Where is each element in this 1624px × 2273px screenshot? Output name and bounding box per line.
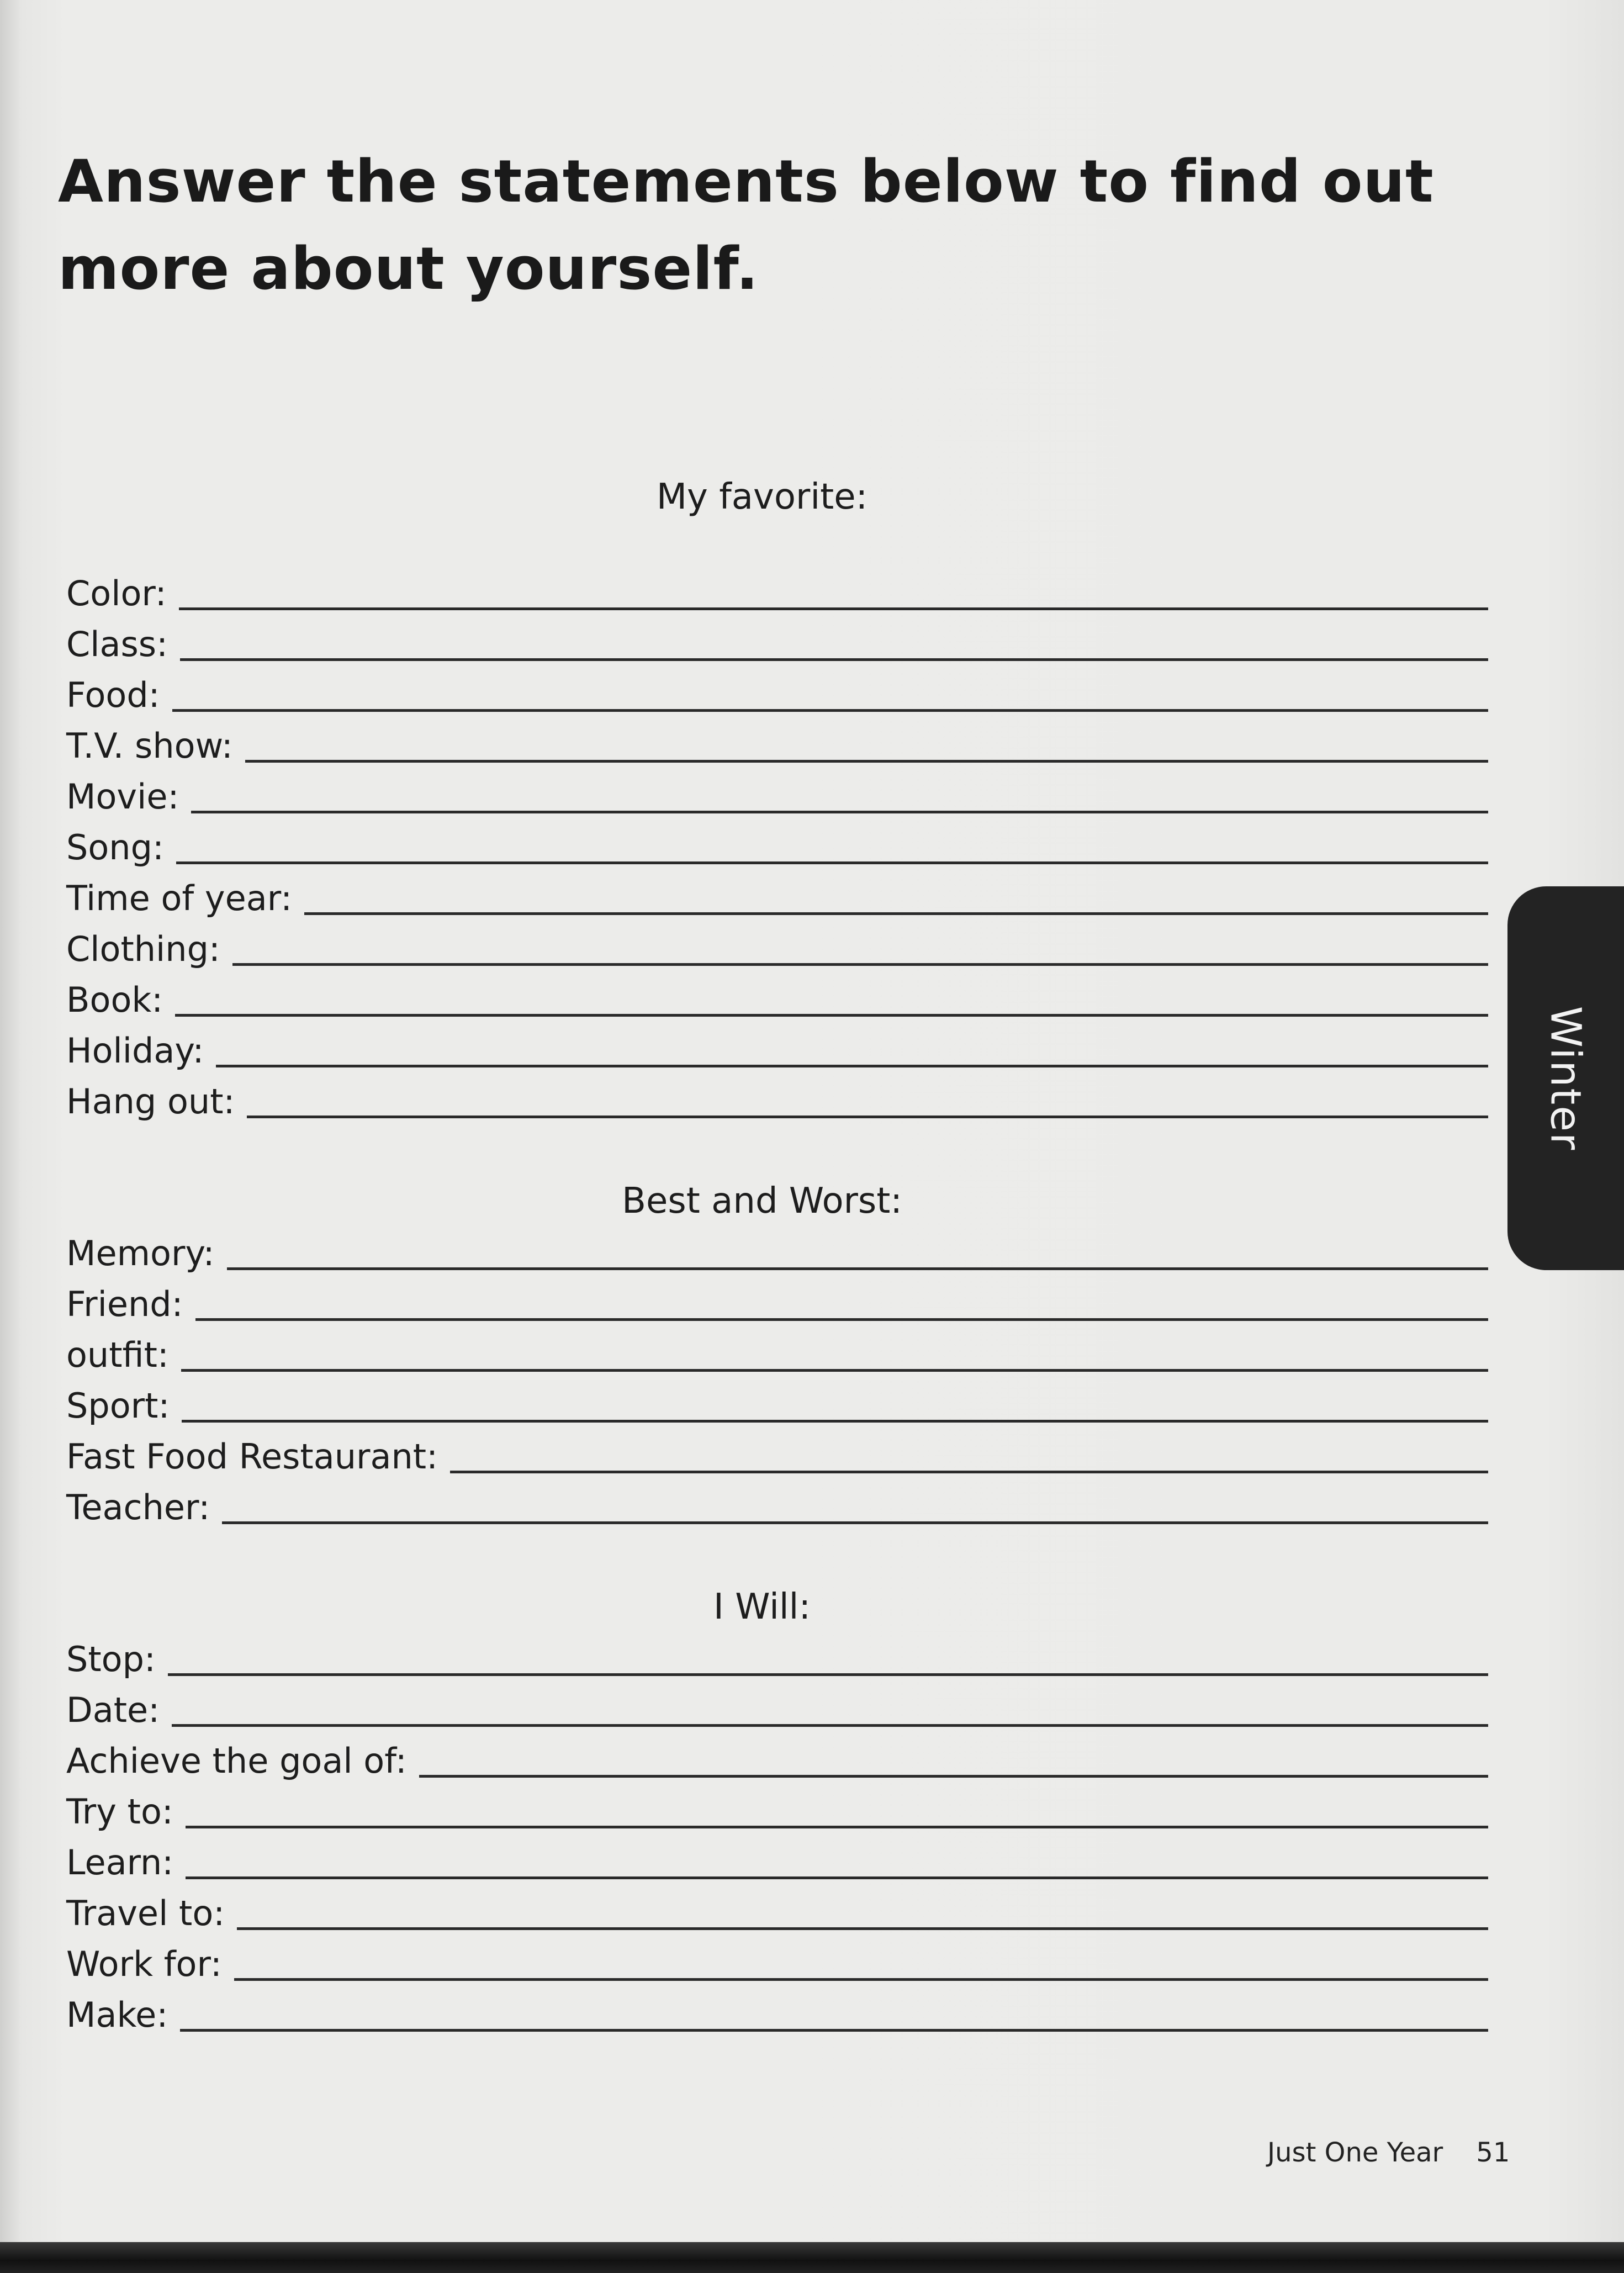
- title-line-1: Answer the statements below to find out: [58, 147, 1434, 215]
- field-label: Work for:: [66, 1944, 222, 1984]
- field-row-fast-food[interactable]: [66, 1435, 1488, 1479]
- field-label: Make:: [66, 1995, 168, 2035]
- field-label: Teacher:: [66, 1487, 210, 1527]
- answer-line[interactable]: [172, 709, 1488, 712]
- field-row-book[interactable]: [66, 978, 1488, 1022]
- page-number: 51: [1476, 2137, 1510, 2168]
- answer-line[interactable]: [419, 1775, 1488, 1778]
- field-label: Try to:: [66, 1791, 173, 1832]
- season-tab: [1507, 886, 1624, 1270]
- field-row-outfit[interactable]: [66, 1333, 1488, 1377]
- page-title: [58, 138, 1505, 313]
- field-row-try-to[interactable]: [66, 1790, 1488, 1834]
- field-label: Clothing:: [66, 929, 220, 969]
- field-row-holiday[interactable]: [66, 1029, 1488, 1073]
- field-row-color[interactable]: [66, 572, 1488, 616]
- answer-line[interactable]: [180, 658, 1488, 661]
- field-row-movie[interactable]: [66, 775, 1488, 819]
- field-row-time-of-year[interactable]: [66, 876, 1488, 921]
- answer-line[interactable]: [168, 1673, 1488, 1676]
- field-label: Hang out:: [66, 1081, 235, 1122]
- field-label: Memory:: [66, 1233, 215, 1273]
- field-row-hang-out[interactable]: [66, 1080, 1488, 1124]
- answer-line[interactable]: [195, 1318, 1488, 1321]
- field-label: Stop:: [66, 1639, 156, 1679]
- answer-line[interactable]: [186, 1826, 1488, 1828]
- field-label: Food:: [66, 675, 160, 715]
- section-heading-favorite: My favorite:: [656, 477, 868, 517]
- field-label: Date:: [66, 1690, 160, 1730]
- season-tab-label: Winter: [1541, 1006, 1590, 1151]
- answer-line[interactable]: [222, 1521, 1488, 1524]
- field-row-achieve-goal[interactable]: [66, 1739, 1488, 1783]
- field-row-clothing[interactable]: [66, 927, 1488, 971]
- field-label: Song:: [66, 827, 164, 868]
- answer-line[interactable]: [234, 1978, 1488, 1981]
- answer-line[interactable]: [186, 1876, 1488, 1879]
- field-label: Book:: [66, 980, 163, 1020]
- field-row-stop[interactable]: [66, 1637, 1488, 1682]
- field-label: Achieve the goal of:: [66, 1741, 407, 1781]
- field-row-memory[interactable]: [66, 1231, 1488, 1276]
- field-label: Color:: [66, 573, 167, 614]
- answer-line[interactable]: [182, 1420, 1488, 1423]
- field-label: outfit:: [66, 1335, 169, 1375]
- field-label: Holiday:: [66, 1030, 204, 1071]
- field-row-date[interactable]: [66, 1688, 1488, 1732]
- answer-line[interactable]: [237, 1927, 1488, 1930]
- title-line-2: more about yourself.: [58, 235, 759, 303]
- answer-line[interactable]: [191, 811, 1488, 813]
- section-heading-best-worst: Best and Worst:: [622, 1181, 902, 1222]
- answer-line[interactable]: [172, 1724, 1488, 1727]
- answer-line[interactable]: [304, 912, 1488, 915]
- answer-line[interactable]: [227, 1267, 1488, 1270]
- answer-line[interactable]: [245, 760, 1488, 763]
- field-row-tv-show[interactable]: [66, 724, 1488, 768]
- field-row-teacher[interactable]: [66, 1486, 1488, 1530]
- field-label: Learn:: [66, 1842, 174, 1883]
- page-footer: [1267, 2137, 1510, 2168]
- field-label: Time of year:: [66, 878, 293, 918]
- field-row-learn[interactable]: [66, 1841, 1488, 1885]
- section-heading-i-will: I Will:: [713, 1587, 811, 1627]
- field-label: Movie:: [66, 776, 179, 817]
- field-row-friend[interactable]: [66, 1282, 1488, 1326]
- field-row-sport[interactable]: [66, 1384, 1488, 1428]
- answer-line[interactable]: [216, 1065, 1488, 1067]
- field-row-travel-to[interactable]: [66, 1891, 1488, 1936]
- field-row-class[interactable]: [66, 622, 1488, 667]
- field-label: Friend:: [66, 1284, 183, 1324]
- field-row-work-for[interactable]: [66, 1942, 1488, 1986]
- answer-line[interactable]: [247, 1116, 1488, 1118]
- field-label: Fast Food Restaurant:: [66, 1436, 438, 1477]
- answer-line[interactable]: [181, 1369, 1488, 1372]
- answer-line[interactable]: [175, 1014, 1488, 1017]
- field-row-song[interactable]: [66, 826, 1488, 870]
- answer-line[interactable]: [176, 861, 1488, 864]
- book-title: Just One Year: [1267, 2137, 1443, 2168]
- page-bottom-edge: [0, 2242, 1624, 2273]
- answer-line[interactable]: [179, 607, 1488, 610]
- answer-line[interactable]: [450, 1471, 1488, 1473]
- answer-line[interactable]: [180, 2029, 1488, 2032]
- field-row-make[interactable]: [66, 1993, 1488, 2037]
- field-row-food[interactable]: [66, 673, 1488, 717]
- field-label: Sport:: [66, 1386, 170, 1426]
- field-label: Class:: [66, 624, 168, 664]
- answer-line[interactable]: [232, 963, 1488, 966]
- field-label: Travel to:: [66, 1893, 225, 1933]
- field-label: T.V. show:: [66, 726, 233, 766]
